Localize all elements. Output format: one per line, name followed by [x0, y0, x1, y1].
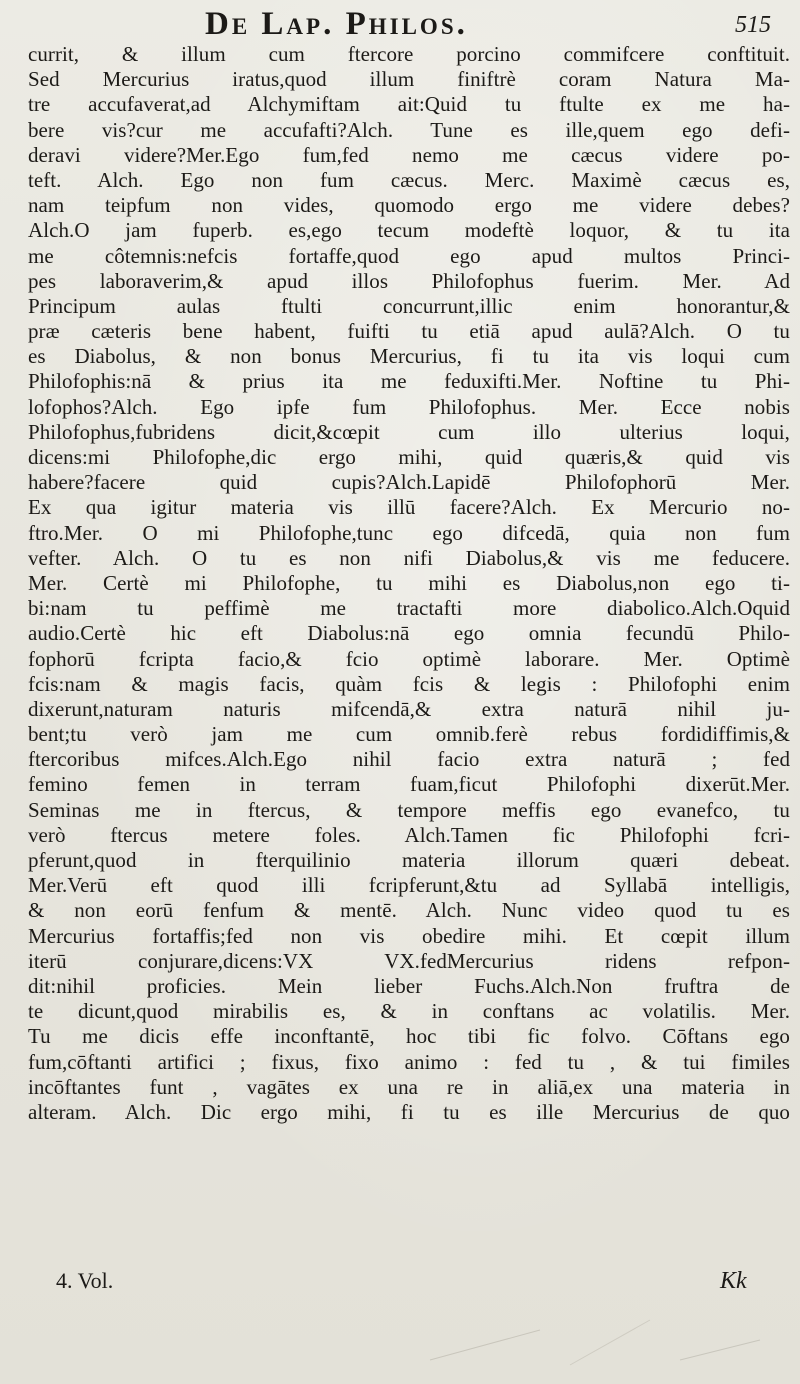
- text-line: Seminas me in ftercus, & tempore meffis ego evanefco, tu: [28, 797, 790, 822]
- text-line: deravi videre?Mer.Ego fum,fed nemo me cæcus videre po-: [28, 142, 790, 167]
- text-line: currit, & illum cum ftercore porcino commifcere conftituit.: [28, 42, 790, 66]
- text-line: pferunt,quod in fterquilinio materia illorum quæri debeat.: [28, 848, 790, 872]
- text-line: bent;tu verò jam me cum omnib.ferè rebus fordidiffimis,&: [28, 722, 790, 747]
- text-line: Ex qua igitur materia vis illū facere?Alch. Ex Mercurio no-: [28, 495, 790, 520]
- text-line: præ cæteris bene habent, fuifti tu etiā apud aulā?Alch. O tu: [28, 319, 790, 344]
- catchword: Kk: [720, 1268, 747, 1294]
- text-line: me côtemnis:nefcis fortaffe,quod ego apud multos Princi-: [28, 243, 790, 268]
- text-line: fcis:nam & magis facis, quàm fcis & legis : Philofophi enim: [28, 671, 790, 696]
- text-line: habere?facere quid cupis?Alch.Lapidē Philofophorū Mer.: [28, 470, 790, 495]
- page-number: 515: [735, 12, 771, 38]
- text-line: teft. Alch. Ego non fum cæcus. Merc. Maximè cæcus es,: [28, 167, 790, 192]
- text-line: Principum aulas ftulti concurrunt,illic enim honorantur,&: [28, 293, 790, 318]
- text-line: pes laboraverim,& apud illos Philofophus fuerim. Mer. Ad: [28, 268, 790, 293]
- running-title: De Lap. Philos.: [205, 6, 468, 42]
- text-line: es Diabolus, & non bonus Mercurius, fi tu ita vis loqui cum: [28, 344, 790, 369]
- page-footer: [0, 1268, 800, 1308]
- text-line: verò ftercus metere foles. Alch.Tamen fic Philofophi fcri-: [28, 822, 790, 847]
- body-text: [28, 42, 790, 1125]
- text-line: Tu me dicis effe inconftantē, hoc tibi fic folvo. Cōftans ego: [28, 1024, 790, 1049]
- text-line: Philofophis:nā & prius ita me feduxifti.Mer. Noftine tu Phi-: [28, 369, 790, 394]
- text-line: dicens:mi Philofophe,dic ergo mihi, quid quæris,& quid vis: [28, 445, 790, 469]
- text-line: nam teipfum non vides, quomodo ergo me videre debes?: [28, 193, 790, 218]
- text-line: Mer. Certè mi Philofophe, tu mihi es Diabolus,non ego ti-: [28, 570, 790, 595]
- text-line: dixerunt,naturam naturis mifcendā,& extra naturā nihil ju-: [28, 696, 790, 721]
- signature-mark: 4. Vol.: [56, 1268, 114, 1293]
- text-line: ftercoribus mifces.Alch.Ego nihil facio extra naturā ; fed: [28, 747, 790, 772]
- text-line: incōftantes funt , vagātes ex una re in aliā,ex una materia in: [28, 1074, 790, 1099]
- text-line: & non eorū fenfum & mentē. Alch. Nunc video quod tu es: [28, 898, 790, 923]
- text-line: Alch.O jam fuperb. es,ego tecum modeftè loquor, & tu ita: [28, 218, 790, 243]
- text-line: vefter. Alch. O tu es non nifi Diabolus,& vis me feducere.: [28, 545, 790, 570]
- text-line: fum,cōftanti artifici ; fixus, fixo animo : fed tu , & tui fimiles: [28, 1049, 790, 1074]
- text-line: te dicunt,quod mirabilis es, & in conftans ac volatilis. Mer.: [28, 999, 790, 1024]
- text-line: fophorū fcripta facio,& fcio optimè laborare. Mer. Optimè: [28, 646, 790, 671]
- text-line: bi:nam tu peffimè me tractafti more diabolico.Alch.Oquid: [28, 596, 790, 621]
- running-head: [0, 6, 800, 46]
- text-line: ftro.Mer. O mi Philofophe,tunc ego difcedā, quia non fum: [28, 520, 790, 545]
- text-line: iterū conjurare,dicens:VX VX.fedMercurius ridens refpon-: [28, 948, 790, 973]
- text-line: Mer.Verū eft quod illi fcripferunt,&tu ad Syllabā intelligis,: [28, 873, 790, 898]
- text-line: femino femen in terram fuam,ficut Philofophi dixerūt.Mer.: [28, 772, 790, 797]
- text-line: Sed Mercurius iratus,quod illum finiftrè coram Natura Ma-: [28, 67, 790, 92]
- text-line: Philofophus,fubridens dicit,&cœpit cum illo ulterius loqui,: [28, 419, 790, 444]
- text-line: dit:nihil proficies. Mein lieber Fuchs.Alch.Non fruftra de: [28, 973, 790, 998]
- text-line: audio.Certè hic eft Diabolus:nā ego omnia fecundū Philo-: [28, 621, 790, 646]
- text-line: Mercurius fortaffis;fed non vis obedire mihi. Et cœpit illum: [28, 923, 790, 948]
- text-line: tre accufaverat,ad Alchymiftam ait:Quid tu ftulte ex me ha-: [28, 92, 790, 117]
- text-line: bere vis?cur me accufafti?Alch. Tune es ille,quem ego defi-: [28, 117, 790, 142]
- page-stain: [420, 1310, 780, 1370]
- text-line: lofophos?Alch. Ego ipfe fum Philofophus. Mer. Ecce nobis: [28, 394, 790, 419]
- text-line: alteram. Alch. Dic ergo mihi, fi tu es ille Mercurius de quo: [28, 1099, 790, 1124]
